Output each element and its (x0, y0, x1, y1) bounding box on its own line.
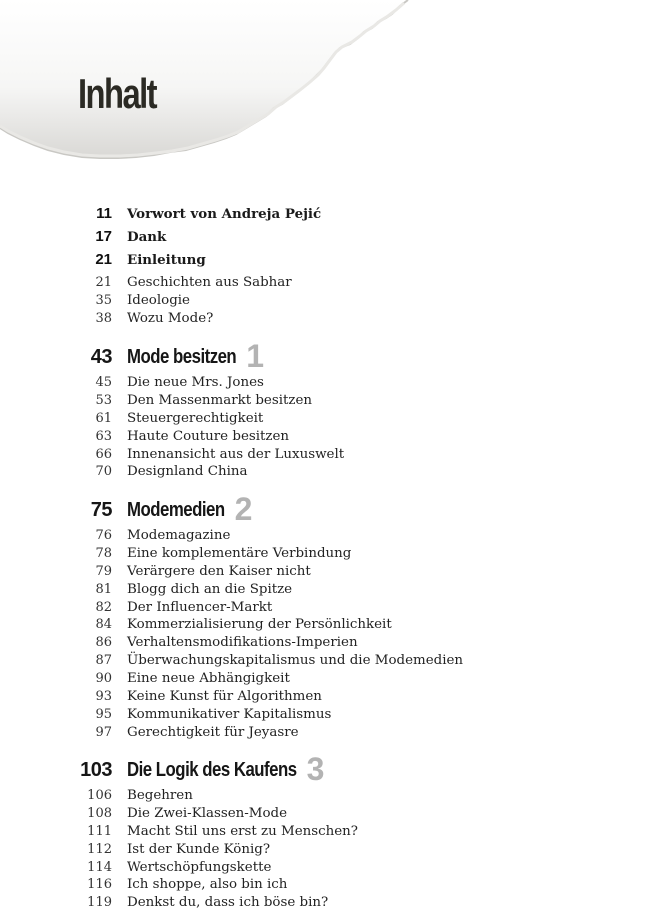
toc-entry-title: Macht Stil uns erst zu Menschen? (127, 824, 358, 839)
toc-entry (0, 786, 660, 806)
toc-entry-title: Verhaltensmodifikations-Imperien (127, 635, 358, 650)
toc-page-number: 70 (95, 464, 112, 479)
toc-page-number: 106 (87, 788, 112, 803)
toc-entry-title: Verärgere den Kaiser nicht (127, 564, 311, 579)
toc-page-number: 11 (96, 205, 112, 222)
toc-entry-title: Dank (127, 229, 167, 245)
toc-page-number: 108 (87, 806, 112, 821)
toc-entry (0, 687, 660, 707)
toc-chapter-heading (0, 493, 660, 527)
toc-page-number: 35 (95, 293, 112, 308)
toc-entry (0, 651, 660, 671)
toc-entry (0, 615, 660, 635)
toc-page-number: 111 (87, 824, 112, 839)
toc-entry (0, 822, 660, 842)
toc-page-number: 45 (95, 375, 112, 390)
chapter-number: 1 (246, 338, 264, 374)
toc-entry (0, 544, 660, 564)
toc-entry-title: Ist der Kunde König? (127, 842, 271, 857)
toc-page-number: 97 (95, 725, 112, 740)
page-title: Inhalt (78, 70, 156, 117)
toc-main-entry (0, 250, 660, 270)
toc-entry-title: Geschichten aus Sabhar (127, 275, 292, 290)
toc-entry-title: Steuergerechtigkeit (127, 411, 264, 426)
toc-page-number: 116 (87, 877, 112, 892)
toc-entry (0, 409, 660, 429)
toc-entry-title: Gerechtigkeit für Jeyasre (127, 725, 299, 740)
chapter-title: Modemedien (127, 499, 225, 521)
toc-entry-title: Haute Couture besitzen (127, 429, 290, 444)
toc-entry (0, 580, 660, 600)
toc-entry-title: Denkst du, dass ich böse bin? (127, 895, 329, 910)
toc-entry (0, 526, 660, 546)
toc-entry-title: Innenansicht aus der Luxuswelt (127, 447, 345, 462)
toc-main-entry (0, 204, 660, 224)
toc-chapter-heading (0, 340, 660, 374)
toc-entry-title: Wozu Mode? (127, 311, 214, 326)
toc-page-number: 21 (95, 275, 112, 290)
toc-entry-title: Einleitung (127, 252, 206, 268)
toc-page-number: 76 (95, 528, 112, 543)
toc-entry-title: Ich shoppe, also bin ich (127, 877, 288, 892)
toc-page-number: 63 (95, 429, 112, 444)
toc-entry-title: Blogg dich an die Spitze (127, 582, 293, 597)
toc-chapter-heading (0, 753, 660, 787)
toc-page-number: 86 (95, 635, 112, 650)
toc-entry (0, 562, 660, 582)
toc-entry-title: Wertschöpfungskette (127, 860, 272, 875)
toc-entry (0, 705, 660, 725)
chapter-page-number: 43 (90, 346, 112, 368)
toc-page-number: 93 (95, 689, 112, 704)
toc-entry-title: Den Massenmarkt besitzen (127, 393, 312, 408)
toc-page-number: 81 (95, 582, 112, 597)
toc-entry-title: Der Influencer-Markt (127, 600, 273, 615)
toc-entry-title: Keine Kunst für Algorithmen (127, 689, 322, 704)
toc-page-number: 61 (95, 411, 112, 426)
chapter-page-number: 103 (80, 759, 112, 781)
toc-entry-title: Die neue Mrs. Jones (127, 375, 264, 390)
chapter-number: 3 (306, 751, 325, 787)
toc-page-number: 112 (87, 842, 112, 857)
toc-page-number: 17 (95, 228, 112, 245)
chapter-number: 2 (234, 491, 253, 527)
toc-entry-title: Überwachungskapitalismus und die Modemedien (127, 653, 464, 668)
toc-entry-title: Modemagazine (127, 528, 231, 543)
toc-entry (0, 427, 660, 447)
toc-entry (0, 723, 660, 743)
toc-entry (0, 893, 660, 913)
toc-page-number: 66 (95, 447, 112, 462)
toc-entry-title: Kommerzialisierung der Persönlichkeit (127, 617, 392, 632)
toc-page-number: 38 (95, 311, 112, 326)
chapter-title: Die Logik des Kaufens (127, 759, 297, 781)
toc-page-number: 53 (95, 393, 112, 408)
toc-page-number: 21 (95, 251, 112, 268)
toc-page-number: 84 (95, 617, 112, 632)
toc-entry-title: Kommunikativer Kapitalismus (127, 707, 332, 722)
toc-entry-title: Begehren (127, 788, 193, 803)
chapter-page-number: 75 (90, 499, 112, 521)
toc-entry-title: Die Zwei-Klassen-Mode (127, 806, 288, 821)
chapter-title: Mode besitzen (127, 346, 237, 368)
toc-entry (0, 391, 660, 411)
toc-page-number: 79 (95, 564, 112, 579)
toc-entry (0, 804, 660, 824)
toc-page-number: 87 (95, 653, 112, 668)
toc-entry (0, 875, 660, 895)
toc-page-number: 95 (95, 707, 112, 722)
toc-main-entry (0, 227, 660, 247)
toc-entry (0, 462, 660, 482)
toc-page-number: 119 (87, 895, 112, 910)
toc-page-number: 114 (87, 860, 112, 875)
toc-entry (0, 633, 660, 653)
toc-page-number: 82 (95, 600, 112, 615)
toc-entry (0, 309, 660, 329)
toc-entry (0, 669, 660, 689)
toc-entry-title: Ideologie (127, 293, 190, 308)
toc-entry-title: Designland China (127, 464, 248, 479)
toc-entry (0, 373, 660, 393)
toc-page-number: 90 (95, 671, 112, 686)
toc-entry (0, 273, 660, 293)
toc-entry (0, 291, 660, 311)
toc-entry-title: Eine komplementäre Verbindung (127, 546, 352, 561)
toc-entry (0, 840, 660, 860)
toc-page-number: 78 (95, 546, 112, 561)
toc-entry-title: Eine neue Abhängigkeit (127, 671, 290, 686)
toc-entry-title: Vorwort von Andreja Pejić (127, 206, 322, 222)
